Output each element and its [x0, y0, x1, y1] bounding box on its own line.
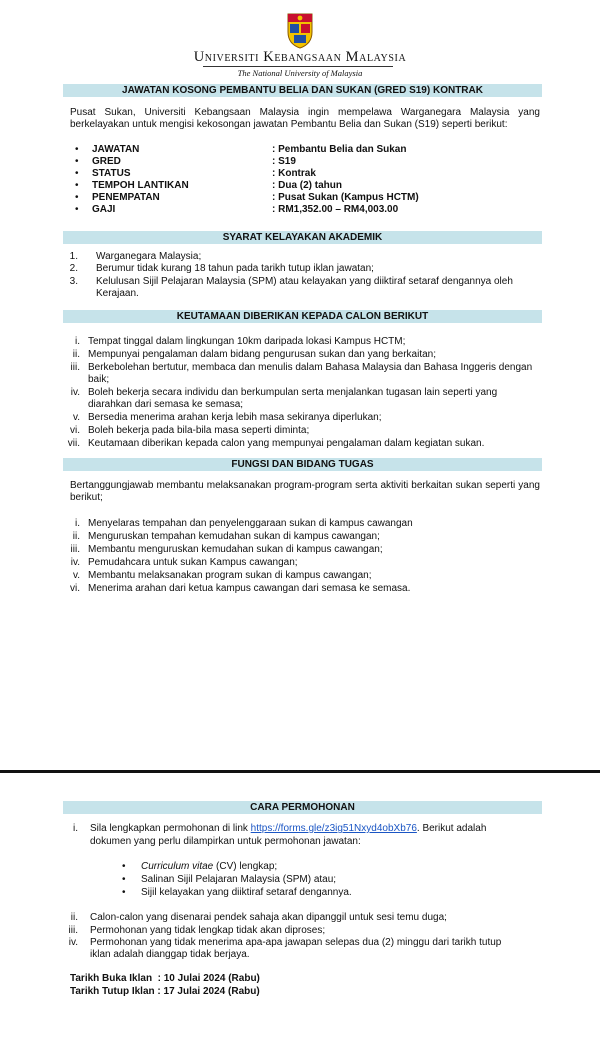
header-rule: [203, 66, 393, 67]
list-item: Membantu melaksanakan program sukan di kampus cawangan;: [88, 570, 372, 581]
list-number: ii.: [70, 912, 78, 923]
list-number: vii.: [67, 438, 80, 449]
list-item: Boleh bekerja pada bila-bila masa seperti diminta;: [88, 425, 310, 436]
doc-italic: Curriculum vitae: [141, 861, 214, 872]
list-item: Pemudahcara untuk sukan Kampus cawangan;: [88, 557, 298, 568]
university-tagline: The National University of Malaysia: [237, 68, 363, 78]
list-number: 1.: [69, 251, 78, 262]
list-number: v.: [72, 412, 80, 423]
detail-bullet: •: [75, 180, 79, 191]
list-number: iv.: [70, 557, 80, 568]
list-item: Membantu menguruskan kemudahan sukan di kampus cawangan;: [88, 544, 383, 555]
list-item: Berkebolehan bertutur, membaca dan menulis dalam Bahasa Malaysia dan Bahasa Inggeris dengan baik;: [88, 362, 533, 385]
list-item: Permohonan yang tidak menerima apa-apa jawapan selepas dua (2) minggu dari tarikh tutup iklan adalah dianggap tidak berjaya.: [90, 937, 502, 960]
detail-bullet: •: [75, 144, 79, 155]
page-break-divider: [0, 770, 600, 773]
detail-bullet: •: [75, 156, 79, 167]
doc-item: Sijil kelayakan yang diiktiraf setaraf dengannya.: [141, 887, 352, 898]
close-date: Tarikh Tutup Iklan : 17 Julai 2024 (Rabu): [70, 986, 260, 997]
list-number: vi.: [70, 583, 80, 594]
intro-paragraph: Pusat Sukan, Universiti Kebangsaan Malaysia ingin mempelawa Warganegara Malaysia yang berkelayakan untuk mengisi kekosongan jawatan Pembantu Belia dan Sukan (S19) seperti berikut:: [70, 107, 540, 130]
list-number: iii.: [70, 362, 80, 373]
keutamaan-heading: KEUTAMAAN DIBERIKAN KEPADA CALON BERIKUT: [63, 310, 542, 323]
step1-text-post: . Berikut adalah: [416, 823, 487, 834]
detail-label: PENEMPATAN: [92, 192, 160, 203]
open-date: Tarikh Buka Iklan : 10 Julai 2024 (Rabu): [70, 973, 260, 984]
list-number: ii.: [72, 531, 80, 542]
list-item: Berumur tidak kurang 18 tahun pada tarikh tutup iklan jawatan;: [96, 263, 374, 274]
list-item: Permohonan yang tidak lengkap tidak akan diproses;: [90, 925, 326, 936]
list-item: Menguruskan tempahan kemudahan sukan di kampus cawangan;: [88, 531, 380, 542]
list-item: Menyelaras tempahan dan penyelenggaraan sukan di kampus cawangan: [88, 518, 413, 529]
detail-label: GAJI: [92, 204, 116, 215]
syarat-heading: SYARAT KELAYAKAN AKADEMIK: [63, 231, 542, 244]
list-number: iv.: [68, 937, 78, 948]
detail-value: : S19: [272, 156, 296, 167]
cara-heading: CARA PERMOHONAN: [63, 801, 542, 814]
job-title-bar: JAWATAN KOSONG PEMBANTU BELIA DAN SUKAN (GRED S19) KONTRAK: [63, 84, 542, 97]
list-item: Kelulusan Sijil Pelajaran Malaysia (SPM) atau kelayakan yang diiktiraf setaraf dengannya oleh Kerajaan.: [96, 276, 513, 299]
detail-label: JAWATAN: [92, 144, 140, 155]
fungsi-heading: FUNGSI DAN BIDANG TUGAS: [63, 458, 542, 471]
list-number: i.: [75, 518, 80, 529]
list-item: Bersedia menerima arahan kerja lebih masa sekiranya diperlukan;: [88, 412, 382, 423]
detail-value: : Dua (2) tahun: [272, 180, 342, 191]
detail-value: : RM1,352.00 – RM4,003.00: [272, 204, 399, 215]
list-number: 2.: [69, 263, 78, 274]
application-form-link[interactable]: https://forms.gle/z3ig51Nxyd4obXb76: [250, 823, 417, 834]
detail-bullet: •: [75, 192, 79, 203]
step1-text: Sila lengkapkan permohonan di link: [90, 823, 251, 834]
list-number: vi.: [70, 425, 80, 436]
list-item: Tempat tinggal dalam lingkungan 10km daripada lokasi Kampus HCTM;: [88, 336, 406, 347]
step1-line: [90, 823, 540, 835]
list-number: 3.: [69, 276, 78, 287]
list-number: iii.: [68, 925, 78, 936]
ukm-crest-icon: [285, 10, 315, 50]
doc-bullet: •: [122, 861, 126, 872]
list-item: Calon-calon yang disenarai pendek sahaja akan dipanggil untuk sesi temu duga;: [90, 912, 447, 923]
list-number: ii.: [72, 349, 80, 360]
list-item: Keutamaan diberikan kepada calon yang mempunyai pengalaman dalam kegiatan sukan.: [88, 438, 485, 449]
doc-item: Salinan Sijil Pelajaran Malaysia (SPM) atau;: [141, 874, 337, 885]
detail-value: : Kontrak: [272, 168, 316, 179]
doc-item: [141, 861, 277, 873]
list-item: Boleh bekerja secara individu dan berkumpulan serta menjalankan tugasan lain seperti yang diarahkan dari semasa ke semasa;: [88, 387, 498, 410]
list-number: v.: [72, 570, 80, 581]
detail-label: STATUS: [92, 168, 131, 179]
fungsi-intro: Bertanggungjawab membantu melaksanakan program-program serta aktiviti berkaitan sukan seperti yang berikut;: [70, 480, 540, 503]
detail-value: : Pembantu Belia dan Sukan: [272, 144, 407, 155]
step1-line-2: dokumen yang perlu dilampirkan untuk permohonan jawatan:: [90, 836, 361, 847]
detail-label: GRED: [92, 156, 121, 167]
list-item: Mempunyai pengalaman dalam bidang pengurusan sukan dan yang berkaitan;: [88, 349, 437, 360]
university-name: Universiti Kebangsaan Malaysia: [193, 49, 407, 65]
detail-bullet: •: [75, 204, 79, 215]
list-number: i.: [73, 823, 78, 834]
detail-label: TEMPOH LANTIKAN: [92, 180, 189, 191]
doc-text: (CV) lengkap;: [213, 861, 278, 872]
list-item: Menerima arahan dari ketua kampus cawangan dari semasa ke semasa.: [88, 583, 411, 594]
list-number: i.: [75, 336, 80, 347]
doc-bullet: •: [122, 874, 126, 885]
list-item: Warganegara Malaysia;: [96, 251, 202, 262]
detail-bullet: •: [75, 168, 79, 179]
detail-value: : Pusat Sukan (Kampus HCTM): [272, 192, 419, 203]
list-number: iv.: [70, 387, 80, 398]
doc-bullet: •: [122, 887, 126, 898]
list-number: iii.: [70, 544, 80, 555]
